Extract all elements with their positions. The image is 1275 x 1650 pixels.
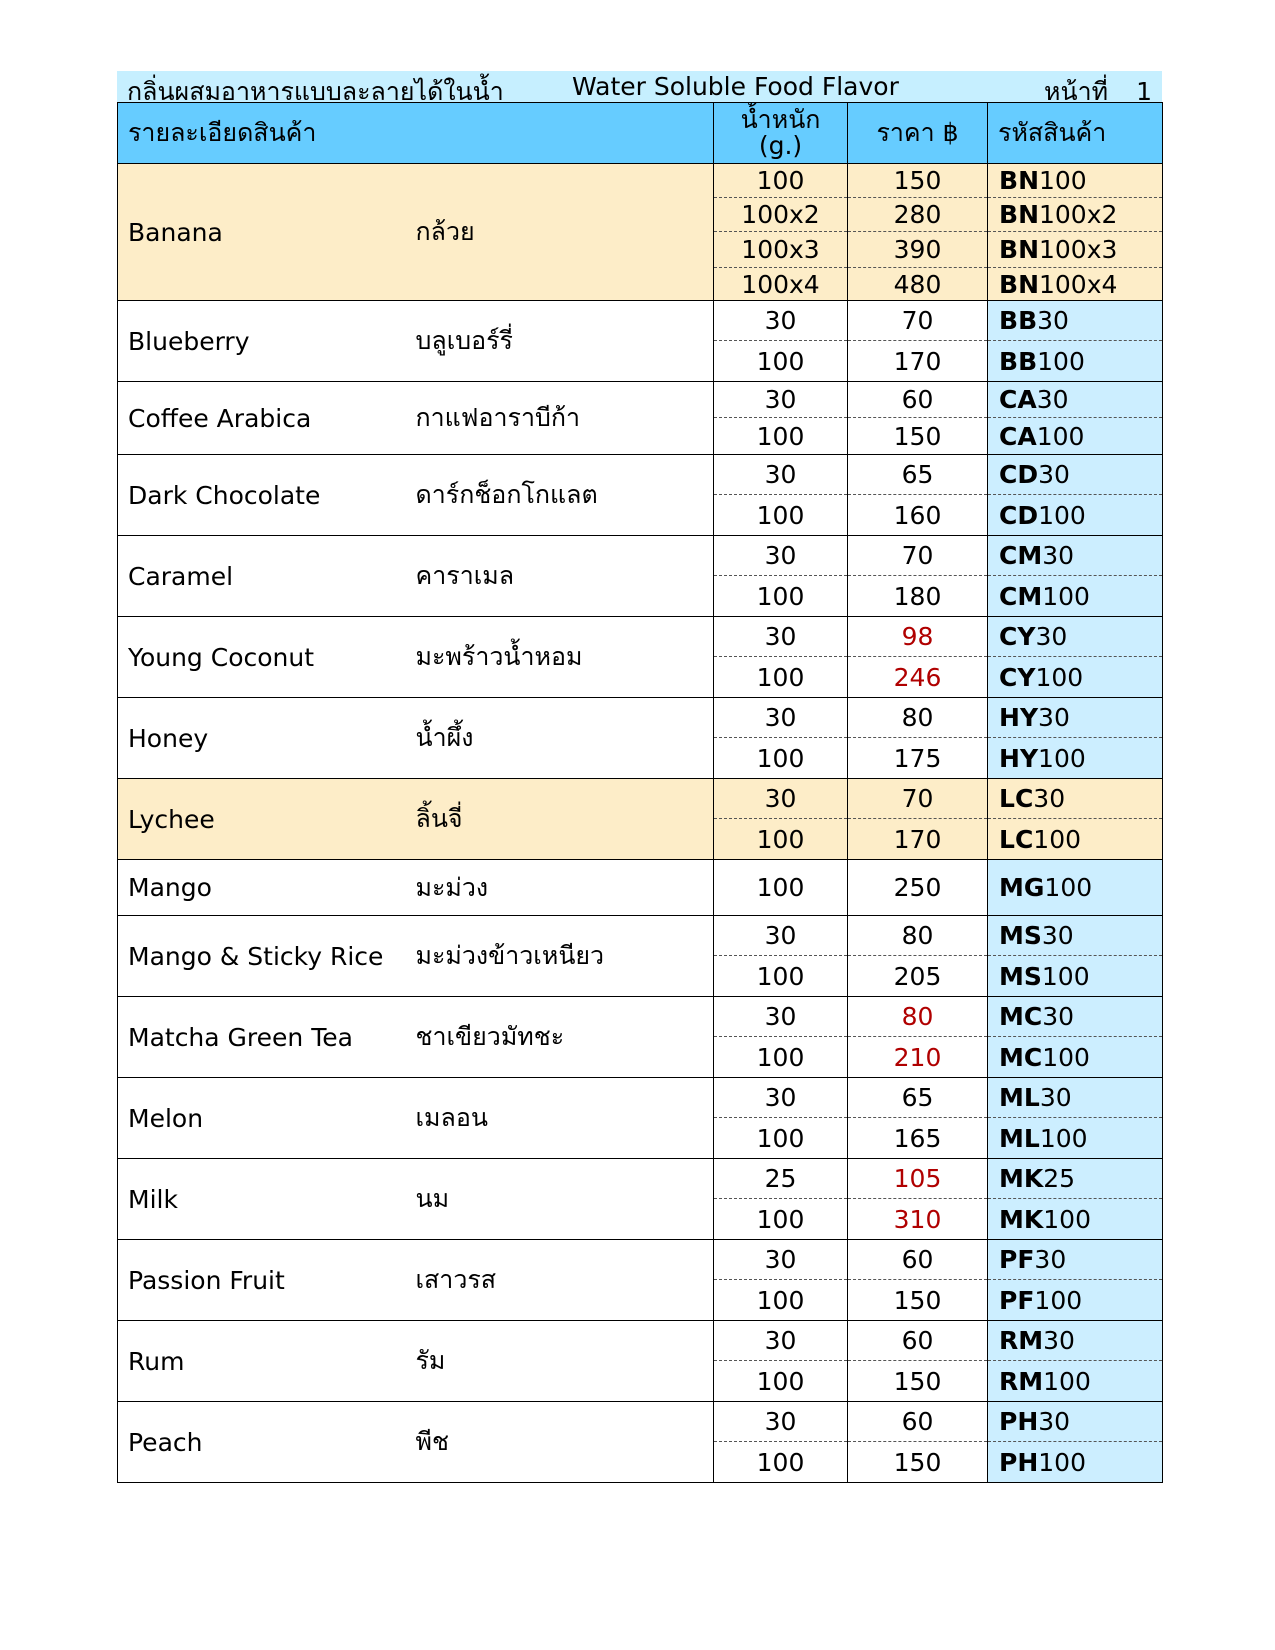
code-suffix: 100	[1041, 961, 1090, 991]
code-suffix: 100	[1036, 421, 1085, 451]
code-suffix: 100	[1038, 743, 1086, 773]
price-cell: 105	[848, 1159, 988, 1199]
code-cell	[988, 956, 1163, 997]
code-suffix: 30	[1037, 306, 1069, 335]
code-prefix: RM	[999, 1326, 1044, 1355]
code-prefix: PH	[999, 1447, 1039, 1477]
price-cell: 70	[848, 536, 988, 576]
code-cell	[988, 455, 1163, 495]
code-prefix: RM	[999, 1366, 1044, 1396]
product-name-en: Caramel	[118, 536, 406, 617]
price-cell: 210	[848, 1037, 988, 1078]
code-cell	[988, 382, 1163, 418]
code-suffix: 100	[1043, 1366, 1091, 1396]
product-table	[117, 102, 1163, 1483]
product-name-th: น้ำผึ้ง	[406, 698, 714, 779]
code-prefix: MK	[999, 1164, 1044, 1193]
weight-cell: 25	[714, 1159, 848, 1199]
code-prefix: ML	[999, 1123, 1040, 1153]
code-cell	[988, 1402, 1163, 1442]
code-suffix: 100	[1035, 662, 1084, 692]
product-name-en: Blueberry	[118, 301, 406, 382]
weight-cell: 30	[714, 301, 848, 341]
table-row	[118, 164, 1163, 198]
code-cell	[988, 819, 1163, 860]
price-cell: 150	[848, 164, 988, 198]
table-row	[118, 860, 1163, 916]
code-suffix: 100	[1044, 873, 1093, 902]
product-name-en: Mango	[118, 860, 406, 916]
code-suffix: 30	[1033, 784, 1066, 813]
product-name-en: Lychee	[118, 779, 406, 860]
code-cell	[988, 576, 1163, 617]
code-cell	[988, 1078, 1163, 1118]
code-suffix: 100	[1039, 166, 1087, 195]
code-prefix: BN	[999, 235, 1039, 264]
code-cell	[988, 779, 1163, 819]
code-suffix: 30	[1042, 541, 1075, 570]
code-suffix: 30	[1041, 921, 1074, 950]
product-name-en: Melon	[118, 1078, 406, 1159]
title-bar	[117, 71, 1162, 106]
product-name-th: มะพร้าวน้ำหอม	[406, 617, 714, 698]
code-prefix: CA	[999, 421, 1037, 451]
weight-cell: 30	[714, 698, 848, 738]
code-suffix: 100	[1042, 581, 1090, 611]
code-cell	[988, 232, 1163, 268]
table-row	[118, 997, 1163, 1037]
price-cell: 246	[848, 657, 988, 698]
product-name-en: Coffee Arabica	[118, 382, 406, 455]
code-suffix: 30	[1042, 1002, 1075, 1031]
product-name-th: รัม	[406, 1321, 714, 1402]
weight-cell: 30	[714, 1078, 848, 1118]
code-prefix: PF	[999, 1285, 1035, 1315]
code-cell	[988, 536, 1163, 576]
code-cell	[988, 198, 1163, 232]
weight-cell: 100	[714, 657, 848, 698]
table-row	[118, 1321, 1163, 1361]
code-prefix: CM	[999, 541, 1043, 570]
code-prefix: MK	[999, 1204, 1044, 1234]
code-prefix: CA	[999, 385, 1037, 414]
price-cell: 98	[848, 617, 988, 657]
weight-cell: 30	[714, 617, 848, 657]
code-prefix: MG	[999, 873, 1045, 902]
product-name-th: ลิ้นจี่	[406, 779, 714, 860]
product-name-th: คาราเมล	[406, 536, 714, 617]
weight-cell: 30	[714, 779, 848, 819]
price-cell: 60	[848, 1402, 988, 1442]
weight-cell: 100	[714, 495, 848, 536]
product-name-th: มะม่วง	[406, 860, 714, 916]
code-suffix: 100	[1037, 346, 1085, 376]
code-cell	[988, 617, 1163, 657]
code-suffix: 100	[1034, 1285, 1083, 1315]
price-cell: 150	[848, 1280, 988, 1321]
product-name-th: มะม่วงข้าวเหนียว	[406, 916, 714, 997]
code-cell	[988, 1240, 1163, 1280]
code-prefix: MS	[999, 921, 1042, 950]
code-cell	[988, 997, 1163, 1037]
weight-cell: 100x2	[714, 198, 848, 232]
product-name-th: พีช	[406, 1402, 714, 1483]
code-prefix: BN	[999, 269, 1039, 299]
price-cell: 80	[848, 997, 988, 1037]
code-prefix: ML	[999, 1083, 1040, 1112]
thai-title: กลิ่นผสมอาหารแบบละลายได้ในน้ำ	[127, 77, 504, 106]
code-cell	[988, 495, 1163, 536]
code-prefix: BB	[999, 306, 1038, 335]
weight-cell: 30	[714, 536, 848, 576]
code-suffix: 30	[1038, 703, 1070, 732]
product-name-th: ชาเขียวมัทชะ	[406, 997, 714, 1078]
page-label: หน้าที่	[1044, 77, 1109, 106]
code-cell	[988, 860, 1163, 916]
code-suffix: 100	[1033, 824, 1082, 854]
code-cell	[988, 268, 1163, 301]
product-name-th: เสาวรส	[406, 1240, 714, 1321]
code-prefix: LC	[999, 784, 1034, 813]
weight-cell: 100	[714, 1037, 848, 1078]
price-cell: 170	[848, 819, 988, 860]
code-cell	[988, 738, 1163, 779]
weight-cell: 30	[714, 916, 848, 956]
price-cell: 250	[848, 860, 988, 916]
table-row	[118, 617, 1163, 657]
code-prefix: MS	[999, 961, 1042, 991]
product-name-en: Peach	[118, 1402, 406, 1483]
product-name-th: เมลอน	[406, 1078, 714, 1159]
price-cell: 70	[848, 779, 988, 819]
price-cell: 70	[848, 301, 988, 341]
price-cell: 65	[848, 455, 988, 495]
weight-cell: 100	[714, 576, 848, 617]
price-cell: 170	[848, 341, 988, 382]
code-cell	[988, 657, 1163, 698]
weight-cell: 30	[714, 1321, 848, 1361]
weight-cell: 30	[714, 382, 848, 418]
code-prefix: CY	[999, 622, 1036, 651]
code-suffix: 100	[1038, 500, 1086, 530]
code-prefix: CM	[999, 581, 1043, 611]
weight-cell: 100	[714, 819, 848, 860]
table-row	[118, 1159, 1163, 1199]
code-suffix: 30	[1038, 460, 1070, 489]
header-weight-line2: (g.)	[758, 131, 803, 160]
page-number: 1	[1136, 77, 1152, 106]
code-suffix: 100	[1042, 1042, 1090, 1072]
code-cell	[988, 1442, 1163, 1483]
product-name-th: กล้วย	[406, 164, 714, 301]
code-suffix: 100	[1039, 1123, 1088, 1153]
code-prefix: PF	[999, 1245, 1035, 1274]
weight-cell: 30	[714, 1402, 848, 1442]
code-cell	[988, 1118, 1163, 1159]
code-prefix: CD	[999, 500, 1039, 530]
product-name-en: Matcha Green Tea	[118, 997, 406, 1078]
code-prefix: CD	[999, 460, 1039, 489]
weight-cell: 100	[714, 860, 848, 916]
table-row	[118, 455, 1163, 495]
weight-cell: 100	[714, 1199, 848, 1240]
code-cell	[988, 1361, 1163, 1402]
table-row	[118, 779, 1163, 819]
page-indicator	[1044, 72, 1152, 112]
code-suffix: 30	[1035, 622, 1068, 651]
price-cell: 150	[848, 418, 988, 455]
price-cell: 80	[848, 916, 988, 956]
weight-cell: 100x4	[714, 268, 848, 301]
price-cell: 150	[848, 1361, 988, 1402]
code-cell	[988, 1159, 1163, 1199]
code-cell	[988, 916, 1163, 956]
price-cell: 480	[848, 268, 988, 301]
code-prefix: MC	[999, 1002, 1043, 1031]
code-cell	[988, 1037, 1163, 1078]
product-name-en: Banana	[118, 164, 406, 301]
price-cell: 60	[848, 1321, 988, 1361]
code-suffix: 25	[1043, 1164, 1076, 1193]
code-cell	[988, 341, 1163, 382]
price-list-page	[117, 71, 1162, 1483]
english-title: Water Soluble Food Flavor	[572, 72, 899, 101]
code-suffix: 100	[1038, 1447, 1086, 1477]
header-weight	[714, 103, 848, 164]
table-row	[118, 536, 1163, 576]
code-cell	[988, 1280, 1163, 1321]
weight-cell: 100	[714, 1442, 848, 1483]
code-suffix: 30	[1043, 1326, 1075, 1355]
price-cell: 60	[848, 1240, 988, 1280]
header-detail: รายละเอียดสินค้า	[118, 103, 714, 164]
weight-cell: 30	[714, 1240, 848, 1280]
code-prefix: PH	[999, 1407, 1039, 1436]
header-price: ราคา ฿	[848, 103, 988, 164]
price-cell: 390	[848, 232, 988, 268]
weight-cell: 100	[714, 164, 848, 198]
weight-cell: 30	[714, 455, 848, 495]
table-row	[118, 1402, 1163, 1442]
code-cell	[988, 164, 1163, 198]
product-name-en: Dark Chocolate	[118, 455, 406, 536]
code-suffix: 100	[1043, 1204, 1091, 1234]
code-cell	[988, 1199, 1163, 1240]
weight-cell: 100	[714, 738, 848, 779]
weight-cell: 100x3	[714, 232, 848, 268]
price-cell: 65	[848, 1078, 988, 1118]
weight-cell: 100	[714, 1280, 848, 1321]
code-suffix: 30	[1034, 1245, 1067, 1274]
header-weight-line1: น้ำหนัก	[740, 105, 821, 134]
code-prefix: BN	[999, 166, 1039, 195]
table-row	[118, 916, 1163, 956]
code-suffix: 100x3	[1039, 235, 1118, 264]
price-cell: 280	[848, 198, 988, 232]
table-row	[118, 382, 1163, 418]
product-name-en: Honey	[118, 698, 406, 779]
price-cell: 165	[848, 1118, 988, 1159]
product-name-en: Milk	[118, 1159, 406, 1240]
code-cell	[988, 1321, 1163, 1361]
product-table-body	[118, 164, 1163, 1483]
product-name-en: Rum	[118, 1321, 406, 1402]
weight-cell: 30	[714, 997, 848, 1037]
header-code: รหัสสินค้า	[988, 103, 1163, 164]
weight-cell: 100	[714, 1118, 848, 1159]
weight-cell: 100	[714, 341, 848, 382]
code-prefix: HY	[999, 703, 1039, 732]
code-suffix: 30	[1038, 1407, 1071, 1436]
price-cell: 310	[848, 1199, 988, 1240]
product-name-th: นม	[406, 1159, 714, 1240]
code-prefix: MC	[999, 1042, 1043, 1072]
product-name-en: Young Coconut	[118, 617, 406, 698]
price-cell: 205	[848, 956, 988, 997]
price-cell: 160	[848, 495, 988, 536]
price-cell: 60	[848, 382, 988, 418]
product-name-en: Passion Fruit	[118, 1240, 406, 1321]
code-suffix: 100x2	[1039, 200, 1118, 229]
price-cell: 80	[848, 698, 988, 738]
price-cell: 175	[848, 738, 988, 779]
code-cell	[988, 301, 1163, 341]
code-prefix: BB	[999, 346, 1038, 376]
product-name-th: ดาร์กช็อกโกแลต	[406, 455, 714, 536]
code-prefix: LC	[999, 824, 1034, 854]
table-row	[118, 301, 1163, 341]
weight-cell: 100	[714, 418, 848, 455]
code-cell	[988, 418, 1163, 455]
weight-cell: 100	[714, 956, 848, 997]
table-row	[118, 698, 1163, 738]
table-row	[118, 1078, 1163, 1118]
code-prefix: HY	[999, 743, 1039, 773]
code-prefix: CY	[999, 662, 1036, 692]
code-suffix: 30	[1039, 1083, 1072, 1112]
code-prefix: BN	[999, 200, 1039, 229]
price-cell: 180	[848, 576, 988, 617]
weight-cell: 100	[714, 1361, 848, 1402]
code-cell	[988, 698, 1163, 738]
table-row	[118, 1240, 1163, 1280]
product-name-th: บลูเบอร์รี่	[406, 301, 714, 382]
code-suffix: 100x4	[1039, 269, 1118, 299]
product-name-th: กาแฟอาราบีก้า	[406, 382, 714, 455]
product-name-en: Mango & Sticky Rice	[118, 916, 406, 997]
price-cell: 150	[848, 1442, 988, 1483]
code-suffix: 30	[1036, 385, 1069, 414]
